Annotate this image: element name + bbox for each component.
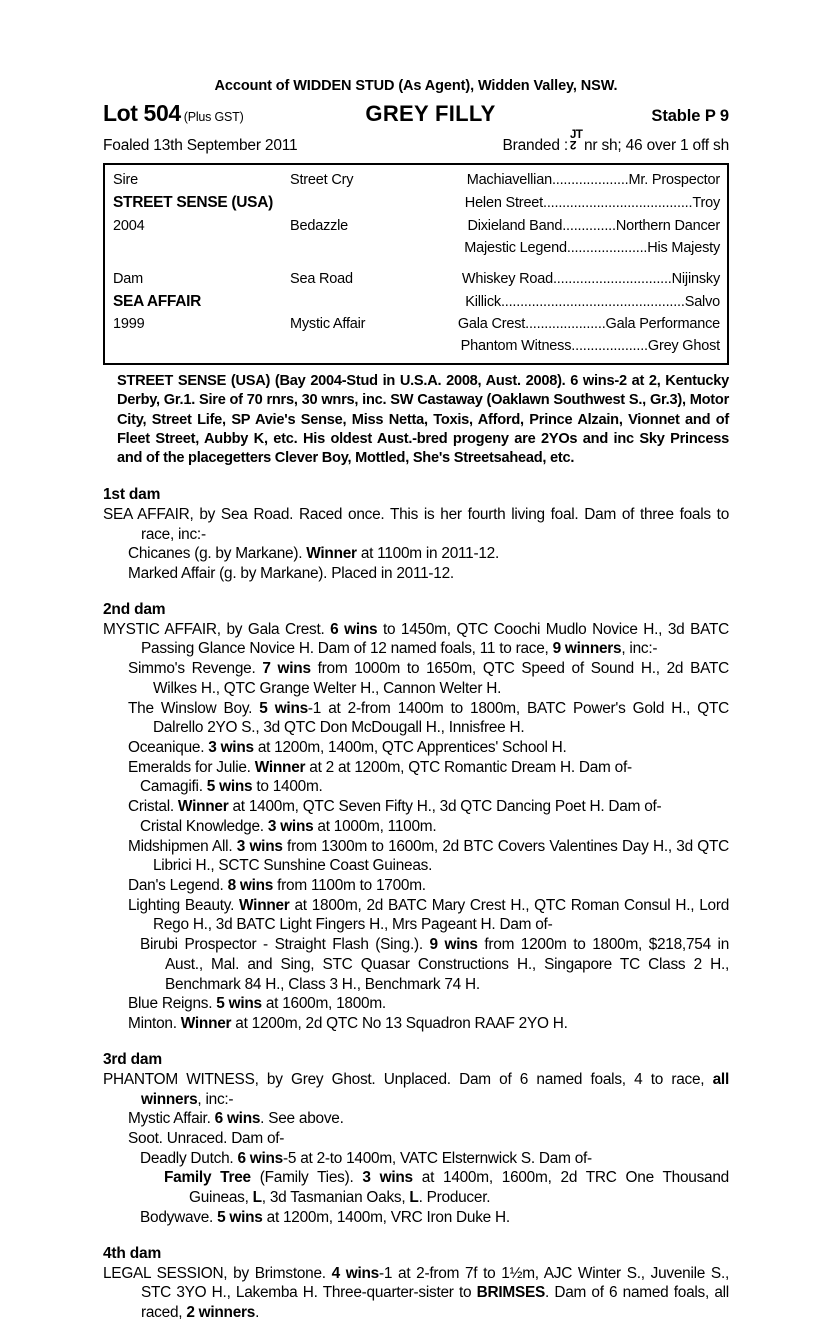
pedigree-entry: LEGAL SESSION, by Brimstone. 4 wins-1 at 2-from 7f to 1½m, AJC Winter S., Juvenile S., STC 3YO H., Lakemba H. Three-quarter-sister to BRIMSES. Dam of 6 named foals, all raced, 2 winners.	[103, 1264, 729, 1321]
pedigree-dot-leader: ................................................	[500, 293, 685, 310]
pedigree-table	[103, 163, 729, 365]
pedigree-dot-leader: .......................................	[543, 195, 693, 212]
dam-section	[103, 1245, 729, 1323]
gst-note: (Plus GST)	[183, 110, 244, 124]
pedigree-entry: Midshipmen All. 3 wins from 1300m to 1600m, 2d BTC Covers Valentines Day H., 3d QTC Librici H., SCTC Sunshine Coast Guineas.	[128, 837, 729, 875]
pedigree-ancestor-right: Mr. Prospector	[628, 172, 720, 188]
pedigree-entry: Chicanes (g. by Markane). Winner at 1100m in 2011-12.	[128, 545, 499, 563]
pedigree-row	[105, 268, 727, 290]
pedigree-row	[105, 313, 727, 335]
pedigree-cell-generation2: Sea Road	[290, 270, 353, 287]
pedigree-ancestor-right: Northern Dancer	[615, 217, 720, 234]
pedigree-ancestor-right: Salvo	[684, 293, 720, 310]
foaled-brand-row	[103, 129, 729, 155]
pedigree-dot-leader: ...............................	[552, 270, 672, 287]
pedigree-entry: Marked Affair (g. by Markane). Placed in 2011-12.	[128, 564, 454, 582]
pedigree-cell-generation3	[455, 169, 727, 191]
dam-section	[103, 1051, 729, 1228]
pedigree-ancestor-left: Majestic Legend	[464, 239, 567, 256]
pedigree-ancestor-right: Troy	[692, 195, 720, 212]
pedigree-cell-generation3	[455, 291, 727, 313]
dam-section-heading: 1st dam	[103, 485, 161, 503]
brand-top-text: JT	[569, 129, 583, 141]
colour-sex-title: GREY FILLY	[365, 101, 496, 126]
pedigree-cell-generation1: Dam	[113, 270, 144, 287]
pedigree-entry: Simmo's Revenge. 7 wins from 1000m to 1650m, QTC Speed of Sound H., 2d BATC Wilkes H., QTC Grange Welter H., Cannon Welter H.	[128, 660, 729, 697]
stable-label: Stable P 9	[651, 107, 729, 125]
pedigree-entry: Emeralds for Julie. Winner at 2 at 1200m, QTC Romantic Dream H. Dam of-	[128, 758, 632, 776]
pedigree-entry: Minton. Winner at 1200m, 2d QTC No 13 Squadron RAAF 2YO H.	[128, 1015, 568, 1033]
pedigree-cell-generation3	[455, 237, 727, 259]
pedigree-row	[105, 169, 727, 191]
pedigree-entry: Deadly Dutch. 6 wins-5 at 2-to 1400m, VATC Elsternwick S. Dam of-	[140, 1149, 592, 1167]
dam-section	[103, 601, 729, 1034]
lot-title-row	[103, 100, 729, 127]
pedigree-cell-generation1: 2004	[113, 217, 145, 234]
pedigree-entry: MYSTIC AFFAIR, by Gala Crest. 6 wins to 1450m, QTC Coochi Mudlo Novice H., 3d BATC Passing Glance Novice H. Dam of 12 named foals, 11 to race, 9 winners, inc:-	[103, 620, 729, 658]
pedigree-entry: SEA AFFAIR, by Sea Road. Raced once. This is her fourth living foal. Dam of three foals to race, inc:-	[103, 505, 729, 543]
pedigree-entry: Blue Reigns. 5 wins at 1600m, 1800m.	[128, 995, 386, 1013]
pedigree-entry: Mystic Affair. 6 wins. See above.	[128, 1110, 344, 1128]
lot-number: Lot 504	[103, 100, 181, 126]
pedigree-ancestor-left: Gala Crest	[457, 316, 526, 333]
pedigree-cell-generation2: Street Cry	[290, 172, 354, 188]
pedigree-row	[105, 215, 727, 237]
brand-symbol-icon	[569, 129, 583, 152]
pedigree-cell-generation3	[455, 215, 727, 237]
sire-summary-paragraph: STREET SENSE (USA) (Bay 2004-Stud in U.S.A. 2008, Aust. 2008). 6 wins-2 at 2, Kentucky Derby, Gr.1. Sire of 70 rnrs, 30 wnrs, inc. SW Castaway (Oaklawn Southwest S., Gr.3), Motor City, Street Life, SP Avie's Sense, Miss Netta, Toxis, Afford, Prince Alzain, Vionnet and of Fleet Street, Aubby K, etc. His oldest Aust.-bred progeny are 2YOs and inc Sky Princess and of the placegetters Clever Boy, Mottled, She's Streetsahead, etc.	[117, 373, 729, 466]
pedigree-row	[105, 191, 727, 215]
pedigree-row	[105, 290, 727, 314]
account-line: Account of WIDDEN STUD (As Agent), Widden Valley, NSW.	[214, 78, 618, 94]
catalogue-content	[103, 78, 729, 1323]
pedigree-ancestor-left: Helen Street	[464, 195, 543, 212]
pedigree-dot-leader: .....................	[525, 316, 606, 333]
pedigree-cell-generation1: SEA AFFAIR	[113, 292, 201, 310]
pedigree-entry: Family Tree (Family Ties). 3 wins at 1400m, 1600m, 2d TRC One Thousand Guineas, L, 3d Tasmanian Oaks, L. Producer.	[164, 1169, 729, 1207]
pedigree-cell-generation1: Sire	[113, 172, 138, 188]
pedigree-ancestor-right: Grey Ghost	[647, 338, 720, 355]
pedigree-ancestor-left: Whiskey Road	[461, 270, 553, 287]
pedigree-dot-leader: ....................	[551, 172, 629, 188]
pedigree-ancestor-right: His Majesty	[647, 239, 720, 256]
dam-section-heading: 2nd dam	[103, 600, 166, 618]
dam-section-heading: 3rd dam	[103, 1050, 162, 1068]
pedigree-rows	[105, 169, 727, 357]
pedigree-entry: Camagifi. 5 wins to 1400m.	[140, 778, 323, 796]
dam-section-heading: 4th dam	[103, 1244, 162, 1262]
pedigree-entry: Birubi Prospector - Straight Flash (Sing.). 9 wins from 1200m to 1800m, $218,754 in Aust., Mal. and Sing, STC Quasar Constructions H., Singapore TC Class 2 H., Benchmark 84 H., Class 3 H., Benchmark 74 H.	[140, 936, 730, 993]
pedigree-entry: Cristal Knowledge. 3 wins at 1000m, 1100m.	[140, 817, 437, 835]
pedigree-ancestor-left: Machiavellian	[466, 172, 552, 188]
pedigree-entry: Dan's Legend. 8 wins from 1100m to 1700m.	[128, 877, 426, 895]
branded-label: Branded :	[502, 137, 568, 154]
pedigree-cell-generation3	[455, 335, 727, 357]
pedigree-ancestor-left: Dixieland Band	[467, 217, 563, 234]
pedigree-entry: Oceanique. 3 wins at 1200m, 1400m, QTC Apprentices' School H.	[128, 739, 567, 757]
pedigree-dot-leader: ..............	[562, 217, 616, 234]
pedigree-cell-generation2: Bedazzle	[290, 217, 349, 234]
branded-group	[502, 129, 729, 155]
pedigree-cell-generation1: STREET SENSE (USA)	[113, 194, 273, 212]
brand-detail: nr sh; 46 over 1 off sh	[583, 137, 729, 154]
pedigree-row	[105, 237, 727, 259]
brand-bottom-text: 2	[569, 138, 577, 152]
pedigree-cell-generation3	[455, 313, 727, 335]
pedigree-entry: PHANTOM WITNESS, by Grey Ghost. Unplaced. Dam of 6 named foals, 4 to race, all winners, inc:-	[103, 1070, 729, 1108]
pedigree-cell-generation3	[455, 192, 727, 214]
pedigree-row	[105, 335, 727, 357]
dam-section	[103, 486, 729, 584]
foaled-date: Foaled 13th September 2011	[103, 137, 298, 154]
pedigree-cell-generation2: Mystic Affair	[290, 316, 366, 333]
pedigree-cell-generation1: 1999	[113, 316, 145, 333]
pedigree-entry: Lighting Beauty. Winner at 1800m, 2d BATC Mary Crest H., QTC Roman Consul H., Lord Rego H., 3d BATC Light Fingers H., Mrs Pageant H. Dam of-	[128, 896, 730, 934]
pedigree-ancestor-right: Gala Performance	[605, 316, 720, 333]
pedigree-divider-space	[105, 259, 727, 268]
pedigree-dot-leader: .....................	[566, 239, 648, 256]
pedigree-ancestor-left: Killick	[465, 293, 501, 310]
dam-sections	[103, 486, 729, 1323]
pedigree-entry: Soot. Unraced. Dam of-	[128, 1129, 285, 1147]
pedigree-entry: Cristal. Winner at 1400m, QTC Seven Fifty H., 3d QTC Dancing Poet H. Dam of-	[128, 798, 662, 816]
pedigree-ancestor-left: Phantom Witness	[460, 338, 572, 355]
pedigree-cell-generation3	[455, 268, 727, 290]
pedigree-dot-leader: ....................	[571, 338, 648, 355]
pedigree-entry: The Winslow Boy. 5 wins-1 at 2-from 1400m to 1800m, BATC Power's Gold H., QTC Dalrello 2YO S., 3d QTC Don McDougall H., Innisfree H.	[128, 699, 729, 737]
pedigree-entry: Bodywave. 5 wins at 1200m, 1400m, VRC Iron Duke H.	[140, 1208, 510, 1226]
pedigree-ancestor-right: Nijinsky	[671, 270, 720, 287]
